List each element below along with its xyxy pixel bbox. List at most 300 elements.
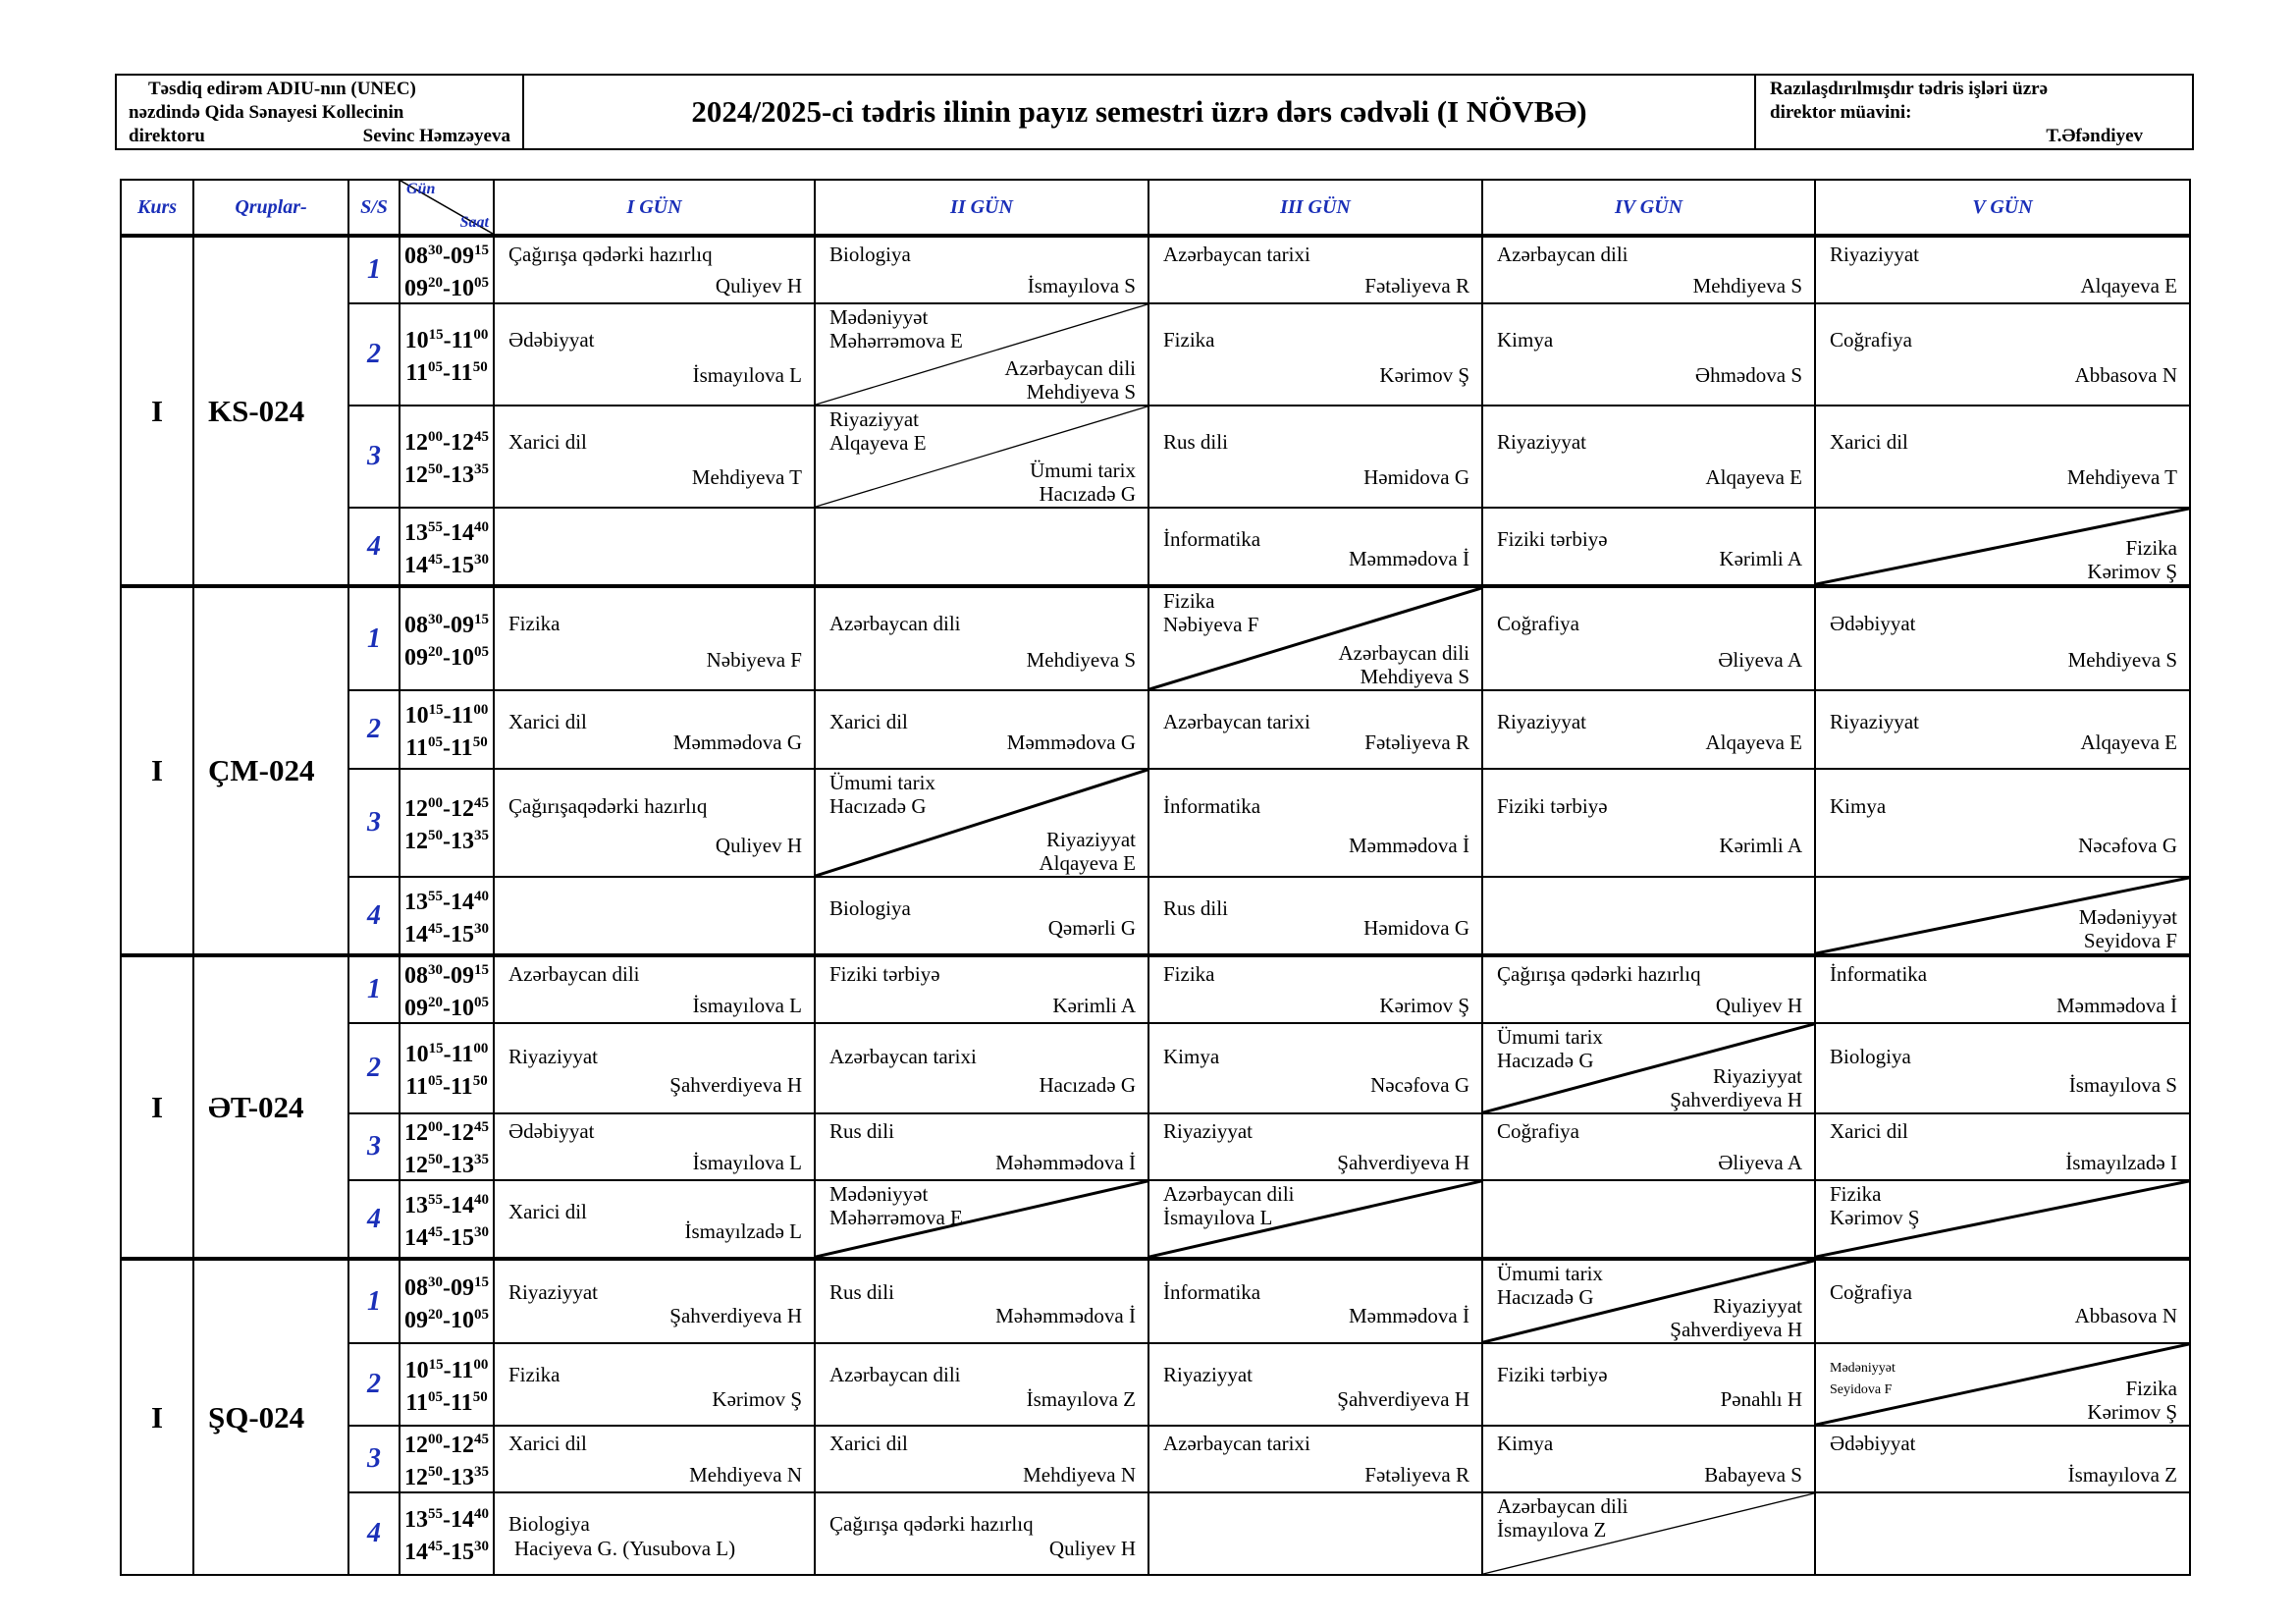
time-cell (400, 769, 494, 877)
time-slot: $09^{20}-10^{05}$ (404, 275, 489, 301)
lesson-cell (1815, 1343, 2190, 1426)
lesson-number: 4 (348, 508, 400, 586)
lesson-cell (1815, 1180, 2190, 1259)
teacher-name: Məmmədova İ (1348, 547, 1469, 570)
approval-line-1: Təsdiq edirəm ADIU-nın (UNEC) (148, 79, 416, 99)
time-digits: 11 (451, 360, 473, 386)
split-top-teacher: Hacızadə G (829, 794, 927, 818)
split-bottom-teacher: Alqayeva E (1039, 851, 1136, 875)
schedule-table (120, 179, 2191, 1576)
split-bottom-teacher: Şahverdiyeva H (1670, 1088, 1802, 1111)
subject-name: Riyaziyyat (1497, 430, 1586, 454)
lesson-content (829, 238, 1136, 302)
schedule-row (121, 406, 2190, 508)
lesson-content (1163, 1344, 1469, 1425)
time-digits: 11 (451, 328, 474, 353)
lesson-cell (815, 1259, 1148, 1343)
lesson-cell (1148, 769, 1482, 877)
lesson-cell (494, 1023, 815, 1113)
subject-name: Rus dili (1163, 896, 1228, 920)
lesson-cell (494, 1180, 815, 1259)
subject-name: Azərbaycan dili (829, 1363, 961, 1386)
subject-name: Çağırışa qədərki hazırlıq (1497, 962, 1701, 986)
subject-name: Kimya (1163, 1045, 1220, 1068)
approval-line-3: direktoru (129, 126, 205, 146)
lesson-content (829, 770, 1136, 876)
time-digits: 40 (474, 518, 489, 535)
teacher-name: Quliyev H (715, 834, 802, 857)
time-digits: 13 (404, 519, 428, 546)
lesson-content (508, 304, 802, 405)
split-top-teacher: Kərimov Ş (1830, 1206, 1920, 1229)
time-digits: 14 (451, 1192, 474, 1218)
lesson-content (829, 1493, 1136, 1574)
subject-name: Ədəbiyyat (1830, 612, 1916, 635)
time-digits: 08 (404, 612, 428, 638)
lesson-content (1497, 588, 1802, 689)
lesson-content (1830, 957, 2177, 1022)
lesson-content (1163, 878, 1469, 953)
group-name: ÇM-024 (193, 586, 348, 955)
subject-name: Xarici dil (829, 1432, 908, 1455)
lesson-content (1163, 691, 1469, 768)
subject-name: Riyaziyyat (1163, 1363, 1253, 1386)
lesson-content (508, 1114, 802, 1179)
time-slot: $09^{20}-10^{05}$ (404, 1306, 489, 1333)
time-digits: 14 (404, 1540, 428, 1565)
time-digits: 10 (451, 644, 474, 671)
time-slot: $12^{00}-12^{45}$ (404, 1432, 489, 1458)
time-digits: 45 (428, 551, 443, 568)
subject-name: Rus dili (829, 1280, 894, 1304)
schedule-row (121, 955, 2190, 1023)
subject-name: Azərbaycan tarixi (1163, 1432, 1310, 1455)
lesson-content (508, 406, 802, 507)
time-digits: 55 (428, 518, 443, 535)
lesson-cell (1148, 236, 1482, 303)
lesson-content (829, 588, 1136, 689)
lesson-cell (1148, 1113, 1482, 1180)
kurs-header: Kurs (121, 180, 193, 236)
split-bottom-subject: Mədəniyyət (2078, 905, 2177, 929)
time-digits: 35 (474, 1464, 489, 1480)
time-digits: 45 (474, 429, 489, 445)
lesson-cell (1482, 1343, 1815, 1426)
time-slot: $10^{15}-11^{00}$ (404, 1041, 489, 1067)
split-top-subject: Ümumi tarix (1497, 1262, 1603, 1285)
lesson-cell (815, 1180, 1148, 1259)
lesson-content (1497, 691, 1802, 768)
split-bottom-subject: Fizika (2125, 1377, 2177, 1400)
lesson-content (1497, 509, 1802, 584)
teacher-name: Fətəliyeva R (1364, 731, 1469, 754)
split-bottom-subject: Fizika (2125, 536, 2177, 560)
time-slot: $11^{05}-11^{50}$ (405, 1073, 488, 1100)
lesson-cell (815, 586, 1148, 690)
schedule-row (121, 1113, 2190, 1180)
split-bottom-subject: Azərbaycan dili (1004, 356, 1136, 380)
subject-name: Biologiya (508, 1512, 590, 1536)
subject-name: Azərbaycan tarixi (1163, 243, 1310, 266)
lesson-content (1163, 1114, 1469, 1179)
time-digits: 05 (474, 995, 489, 1010)
schedule-row (121, 586, 2190, 690)
lesson-cell (1482, 955, 1815, 1023)
time-digits: 15 (451, 552, 474, 578)
lesson-content (1830, 1344, 2177, 1425)
time-digits: 12 (451, 430, 474, 456)
time-digits: 11 (405, 360, 428, 386)
lesson-cell (1148, 1343, 1482, 1426)
split-bottom-subject: Riyaziyyat (1713, 1064, 1802, 1088)
time-digits: 12 (451, 796, 474, 822)
time-digits: 13 (451, 1465, 474, 1490)
director-name: Sevinc Həmzəyeva (362, 126, 510, 146)
lesson-cell (494, 877, 815, 955)
teacher-name: Mehdiyeva S (1026, 648, 1136, 672)
schedule-title: 2024/2025-ci tədris ilinin payız semestri üzrə dərs cədvəli (I NÖVBƏ) (691, 94, 1587, 129)
lesson-cell (1482, 586, 1815, 690)
time-slot: $10^{15}-11^{00}$ (404, 702, 489, 729)
lesson-content (508, 588, 802, 689)
time-digits: 50 (428, 461, 443, 477)
groups-header: Qruplar- (193, 180, 348, 236)
split-top-teacher: Seyidova F (1830, 1382, 1893, 1397)
time-cell (400, 1113, 494, 1180)
lesson-cell (494, 586, 815, 690)
time-digits: 55 (428, 1506, 443, 1522)
lesson-cell (1815, 1259, 2190, 1343)
lesson-content (1497, 238, 1802, 302)
lesson-content (1497, 1024, 1802, 1112)
time-digits: 15 (451, 1540, 474, 1565)
time-slot: $13^{55}-14^{40}$ (404, 1191, 489, 1218)
time-digits: 09 (404, 276, 428, 301)
time-slot: $08^{30}-09^{15}$ (404, 1273, 489, 1301)
split-bottom-subject: Riyaziyyat (1046, 828, 1136, 851)
lesson-cell (1815, 877, 2190, 955)
lesson-number: 2 (348, 1343, 400, 1426)
subject-name: Kimya (1497, 328, 1554, 352)
split-bottom-subject: Azərbaycan dili (1338, 641, 1469, 665)
subject-name: Çağırışaqədərki hazırlıq (508, 794, 708, 818)
lesson-cell (1148, 1180, 1482, 1259)
time-digits: 30 (428, 611, 443, 627)
subject-name: Riyaziyyat (1830, 243, 1919, 266)
teacher-name: Məhəmmədova İ (995, 1304, 1136, 1327)
subject-name: Riyaziyyat (1497, 710, 1586, 733)
subject-name: Coğrafiya (1830, 1280, 1912, 1304)
lesson-content (1830, 406, 2177, 507)
time-cell (400, 508, 494, 586)
lesson-content (829, 1024, 1136, 1112)
time-digits: 12 (404, 430, 428, 456)
teacher-name: Həmidova G (1363, 916, 1469, 940)
teacher-name: İsmayılova S (2068, 1073, 2177, 1097)
schedule-row (121, 1492, 2190, 1575)
split-top-teacher: Məhərrəmova E (829, 329, 963, 352)
time-slot: $09^{20}-10^{05}$ (404, 643, 489, 671)
teacher-name: Mehdiyeva T (691, 465, 802, 489)
lesson-content (1163, 1181, 1469, 1257)
time-digits: 40 (474, 1191, 489, 1208)
subject-name: Azərbaycan dili (829, 612, 961, 635)
time-digits: 50 (428, 828, 443, 843)
lesson-number: 1 (348, 236, 400, 303)
time-cell (400, 877, 494, 955)
lesson-cell (1482, 877, 1815, 955)
lesson-cell (1815, 690, 2190, 769)
time-cell (400, 1023, 494, 1113)
time-slot: $13^{55}-14^{40}$ (404, 1506, 489, 1533)
time-digits: 10 (451, 276, 474, 301)
lesson-number: 3 (348, 406, 400, 508)
subject-name: Xarici dil (829, 710, 908, 733)
time-digits: 10 (451, 996, 474, 1021)
subject-name: Xarici dil (508, 710, 587, 733)
lesson-cell (815, 1492, 1148, 1575)
split-top-subject: Mədəniyyət (829, 1182, 929, 1206)
lesson-content (1830, 304, 2177, 405)
split-top-teacher: Hacızadə G (1497, 1285, 1594, 1309)
lesson-cell (815, 1426, 1148, 1492)
lesson-content (1497, 406, 1802, 507)
lesson-cell (494, 1259, 815, 1343)
time-digits: 15 (474, 611, 489, 627)
split-bottom-teacher: Kərimov Ş (2087, 1400, 2177, 1424)
time-digits: 30 (474, 1223, 489, 1240)
kurs-cell: I (121, 1259, 193, 1575)
subject-name: Fizika (1163, 962, 1215, 986)
deputy-name: T.Əfəndiyev (2046, 126, 2143, 146)
split-top-teacher: Alqayeva E (829, 431, 927, 455)
time-digits: 12 (404, 829, 428, 854)
teacher-name: Mehdiyeva N (689, 1463, 802, 1487)
time-cell (400, 586, 494, 690)
lesson-cell (815, 769, 1148, 877)
lesson-cell (1815, 1426, 2190, 1492)
lesson-content (1163, 957, 1469, 1022)
split-bottom-teacher: Mehdiyeva S (1026, 380, 1136, 404)
time-digits: 00 (473, 1357, 489, 1373)
lesson-number: 4 (348, 1492, 400, 1575)
lesson-content (1830, 691, 2177, 768)
time-digits: 45 (428, 1223, 443, 1240)
time-digits: 45 (428, 1539, 443, 1554)
subject-name: Fizika (508, 612, 561, 635)
subject-name: Fizika (1163, 328, 1215, 352)
lesson-content (1497, 957, 1802, 1022)
split-top-subject: Mədəniyyət (829, 305, 929, 329)
lesson-number: 3 (348, 769, 400, 877)
lesson-content (1497, 1427, 1802, 1491)
teacher-name: Mehdiyeva S (1692, 274, 1802, 298)
table-header-row (121, 180, 2190, 236)
time-digits: 09 (404, 1307, 428, 1333)
time-slot: $14^{45}-15^{30}$ (404, 920, 489, 947)
teacher-name: Məmmədova G (1006, 731, 1136, 754)
lesson-cell (1815, 406, 2190, 508)
time-digits: 50 (472, 1389, 488, 1405)
lesson-cell (1815, 1492, 2190, 1575)
time-slot: $13^{55}-14^{40}$ (404, 518, 489, 546)
subject-name: Xarici dil (508, 430, 587, 454)
subject-name: Xarici dil (1830, 1119, 1908, 1143)
lesson-content (1830, 1181, 2177, 1257)
lesson-cell (1482, 236, 1815, 303)
subject-name: Riyaziyyat (1163, 1119, 1253, 1143)
subject-name: Coğrafiya (1830, 328, 1912, 352)
time-digits: 11 (405, 735, 428, 761)
lesson-cell (1482, 769, 1815, 877)
subject-name: İnformatika (1163, 1280, 1261, 1304)
lesson-cell (1148, 1023, 1482, 1113)
time-digits: 09 (451, 963, 474, 989)
lesson-cell (1148, 877, 1482, 955)
time-digits: 05 (474, 1306, 489, 1323)
approval-block (117, 76, 524, 148)
time-digits: 14 (451, 1507, 474, 1533)
split-top-subject: Azərbaycan dili (1163, 1182, 1295, 1206)
time-digits: 11 (405, 1074, 428, 1100)
time-digits: 15 (451, 1224, 474, 1251)
time-digits: 14 (404, 1224, 428, 1251)
split-bottom-teacher: Mehdiyeva S (1360, 665, 1469, 688)
time-digits: 10 (404, 1358, 429, 1383)
time-digits: 05 (428, 734, 443, 750)
time-digits: 30 (474, 551, 489, 568)
teacher-name: İsmayılova L (692, 1151, 802, 1174)
time-digits: 10 (404, 328, 429, 353)
time-digits: 09 (404, 644, 428, 671)
document-header (115, 74, 2194, 150)
lesson-content (1163, 304, 1469, 405)
time-digits: 10 (451, 1307, 474, 1333)
teacher-name: Həmidova G (1363, 465, 1469, 489)
lesson-cell (494, 508, 815, 586)
lesson-cell (1482, 1426, 1815, 1492)
split-top-teacher: İsmayılova L (1163, 1206, 1273, 1229)
lesson-content (508, 770, 802, 876)
lesson-content (829, 1261, 1136, 1342)
lesson-content (1497, 1114, 1802, 1179)
teacher-name: Abbasova N (2074, 1304, 2177, 1327)
time-digits: 30 (474, 920, 489, 937)
time-digits: 12 (404, 462, 428, 488)
lesson-cell (1815, 236, 2190, 303)
split-top-subject: Ümumi tarix (1497, 1025, 1603, 1049)
teacher-name: İsmayılova S (1027, 274, 1136, 298)
time-digits: 45 (474, 1119, 489, 1135)
lesson-content (508, 878, 802, 953)
teacher-name: Quliyev H (1048, 1537, 1136, 1560)
time-digits: 15 (451, 921, 474, 947)
schedule-row (121, 1259, 2190, 1343)
time-digits: 20 (428, 643, 443, 660)
lesson-cell (494, 236, 815, 303)
teacher-name: Nəbiyeva F (706, 648, 802, 672)
subject-name: Fiziki tərbiyə (829, 962, 940, 986)
time-digits: 11 (451, 1042, 474, 1067)
teacher-name: Alqayeva E (1705, 731, 1802, 754)
time-digits: 13 (404, 1507, 428, 1533)
time-slot: $08^{30}-09^{15}$ (404, 962, 489, 989)
time-slot: $13^{55}-14^{40}$ (404, 888, 489, 915)
subject-name: Xarici dil (1830, 430, 1908, 454)
time-digits: 40 (474, 1506, 489, 1522)
agreement-line-2: direktor müavini: (1770, 102, 1912, 123)
time-slot: $12^{50}-13^{35}$ (404, 461, 489, 488)
day-3-header: III GÜN (1148, 180, 1482, 236)
lesson-content (1830, 1427, 2177, 1491)
time-digits: 05 (428, 1389, 443, 1405)
schedule-row (121, 508, 2190, 586)
time-digits: 05 (474, 643, 489, 660)
time-digits: 30 (474, 1539, 489, 1554)
lesson-cell (1148, 1259, 1482, 1343)
lesson-cell (1815, 955, 2190, 1023)
lesson-cell (1815, 303, 2190, 406)
time-slot: $08^{30}-09^{15}$ (404, 611, 489, 638)
lesson-content (829, 957, 1136, 1022)
lesson-cell (1482, 1023, 1815, 1113)
lesson-cell (1148, 586, 1482, 690)
teacher-name: Quliyev H (1715, 994, 1802, 1017)
teacher-name: Abbasova N (2074, 363, 2177, 387)
lesson-content (829, 691, 1136, 768)
schedule-row (121, 769, 2190, 877)
time-digits: 13 (404, 1192, 428, 1218)
teacher-name: Nəcəfova G (2078, 834, 2177, 857)
time-digits: 14 (451, 889, 474, 915)
time-digits: 50 (428, 1152, 443, 1167)
time-cell (400, 1180, 494, 1259)
lesson-content (829, 304, 1136, 405)
teacher-name: Kərimov Ş (712, 1387, 802, 1411)
split-top-teacher: Nəbiyeva F (1163, 613, 1259, 636)
time-digits: 15 (474, 1273, 489, 1290)
time-digits: 40 (474, 888, 489, 904)
subject-name: Riyaziyyat (508, 1045, 598, 1068)
lesson-cell (1482, 303, 1815, 406)
teacher-name: Haciyeva G. (Yusubova L) (514, 1537, 736, 1560)
lesson-content (829, 1114, 1136, 1179)
time-digits: 08 (404, 963, 428, 989)
subject-name: Rus dili (829, 1119, 894, 1143)
lesson-cell (1482, 508, 1815, 586)
time-digits: 00 (473, 702, 489, 718)
split-bottom-teacher: Kərimov Ş (2087, 560, 2177, 583)
time-slot: $11^{05}-11^{50}$ (405, 1389, 488, 1416)
lesson-cell (494, 406, 815, 508)
lesson-content (1830, 1114, 2177, 1179)
day-2-header: II GÜN (815, 180, 1148, 236)
lesson-cell (1482, 1492, 1815, 1575)
teacher-name: Əliyeva A (1718, 1151, 1802, 1174)
time-slot: $12^{50}-13^{35}$ (404, 1152, 489, 1178)
lesson-cell (815, 406, 1148, 508)
lesson-cell (815, 1023, 1148, 1113)
time-digits: 30 (428, 243, 443, 258)
teacher-name: Alqayeva E (1705, 465, 1802, 489)
time-digits: 09 (451, 1274, 474, 1301)
lesson-cell (1482, 406, 1815, 508)
lesson-number: 1 (348, 955, 400, 1023)
lesson-content (829, 509, 1136, 584)
lesson-content (1163, 588, 1469, 689)
lesson-cell (815, 955, 1148, 1023)
time-digits: 13 (404, 889, 428, 915)
